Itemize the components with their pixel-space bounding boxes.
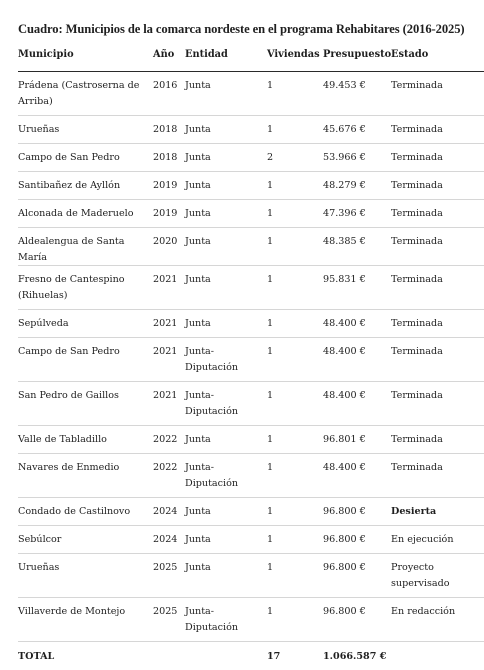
cell-entidad: Junta [185,266,267,310]
cell-estado: Terminada [391,172,484,200]
cell-anio: 2019 [153,200,185,228]
cell-municipio: Sebúlcor [18,526,153,554]
table-row [18,72,484,116]
cell-municipio: Valle de Tabladillo [18,426,153,454]
cell-entidad: Junta-Diputación [185,454,267,498]
cell-estado: Desierta [391,498,484,526]
cell-anio: 2021 [153,266,185,310]
cell-anio: 2025 [153,598,185,642]
cell-viviendas: 1 [267,72,323,116]
cell-viviendas: 1 [267,526,323,554]
cell-estado: En ejecución [391,526,484,554]
table-row [18,266,484,310]
column-header-anio: Año [153,39,185,72]
cell-estado: Terminada [391,116,484,144]
cell-anio: 2021 [153,310,185,338]
cell-entidad: Junta [185,310,267,338]
table-row [18,200,484,228]
cell-entidad: Junta [185,526,267,554]
cell-municipio: Alconada de Maderuelo [18,200,153,228]
table-row [18,144,484,172]
cell-municipio: San Pedro de Gaillos [18,382,153,426]
cell-estado: Terminada [391,382,484,426]
table-row [18,382,484,426]
cell-viviendas: 1 [267,454,323,498]
cell-viviendas: 2 [267,144,323,172]
cell-entidad: Junta-Diputación [185,382,267,426]
cell-anio: 2021 [153,338,185,382]
table-row [18,338,484,382]
table-row [18,526,484,554]
cell-presupuesto: 48.400 € [323,338,391,382]
column-header-entidad: Entidad [185,39,267,72]
table-body [18,72,484,642]
table-header-row [18,39,484,72]
cell-municipio: Navares de Enmedio [18,454,153,498]
cell-presupuesto: 53.966 € [323,144,391,172]
cell-viviendas: 1 [267,426,323,454]
cell-anio: 2022 [153,426,185,454]
cell-estado: Terminada [391,200,484,228]
cell-viviendas: 1 [267,554,323,598]
cell-municipio: Fresno de Cantespino (Rihuelas) [18,266,153,310]
cell-estado: Terminada [391,72,484,116]
cell-estado: Terminada [391,228,484,266]
cell-entidad: Junta [185,200,267,228]
cell-municipio: Urueñas [18,116,153,144]
cell-anio: 2021 [153,382,185,426]
column-header-municipio: Municipio [18,39,153,72]
cell-entidad: Junta [185,426,267,454]
cell-municipio: Aldealengua de Santa María [18,228,153,266]
cell-presupuesto: 96.800 € [323,598,391,642]
cell-entidad: Junta [185,498,267,526]
cell-estado: Terminada [391,454,484,498]
cell-estado: Terminada [391,266,484,310]
cell-viviendas: 1 [267,310,323,338]
cell-presupuesto: 48.385 € [323,228,391,266]
cell-entidad: Junta [185,228,267,266]
cell-anio: 2024 [153,498,185,526]
table-row [18,554,484,598]
cell-anio: 2024 [153,526,185,554]
table-row [18,498,484,526]
cell-estado: Terminada [391,338,484,382]
cell-presupuesto: 95.831 € [323,266,391,310]
cell-presupuesto: 48.400 € [323,382,391,426]
cell-estado: Proyecto supervisado [391,554,484,598]
cell-viviendas: 1 [267,266,323,310]
total-viviendas: 17 [267,642,323,670]
cell-entidad: Junta [185,554,267,598]
cell-entidad: Junta [185,72,267,116]
cell-anio: 2019 [153,172,185,200]
cell-presupuesto: 96.801 € [323,426,391,454]
cell-presupuesto: 48.400 € [323,454,391,498]
cell-entidad: Junta-Diputación [185,598,267,642]
table-row [18,310,484,338]
cell-municipio: Urueñas [18,554,153,598]
cell-presupuesto: 96.800 € [323,554,391,598]
cell-municipio: Prádena (Castroserna de Arriba) [18,72,153,116]
total-row [18,642,484,670]
cell-entidad: Junta [185,144,267,172]
table-caption: Cuadro: Municipios de la comarca nordeste en el programa Rehabitares (2016-2025) [18,0,466,29]
cell-entidad: Junta-Diputación [185,338,267,382]
cell-municipio: Santibañez de Ayllón [18,172,153,200]
cell-viviendas: 1 [267,200,323,228]
table-row [18,426,484,454]
cell-anio: 2025 [153,554,185,598]
cell-estado: Terminada [391,310,484,338]
cell-viviendas: 1 [267,116,323,144]
cell-viviendas: 1 [267,338,323,382]
cell-anio: 2020 [153,228,185,266]
cell-presupuesto: 47.396 € [323,200,391,228]
cell-viviendas: 1 [267,172,323,200]
cell-viviendas: 1 [267,228,323,266]
column-header-viviendas: Viviendas [267,39,323,72]
cell-presupuesto: 48.400 € [323,310,391,338]
cell-estado: Terminada [391,426,484,454]
table-row [18,598,484,642]
cell-presupuesto: 96.800 € [323,498,391,526]
cell-estado: En redacción [391,598,484,642]
cell-estado: Terminada [391,144,484,172]
cell-municipio: Campo de San Pedro [18,338,153,382]
cell-presupuesto: 48.279 € [323,172,391,200]
total-presupuesto: 1.066.587 € [323,642,391,670]
cell-anio: 2016 [153,72,185,116]
table-row [18,116,484,144]
column-header-estado: Estado [391,39,484,72]
table-row [18,228,484,266]
cell-municipio: Campo de San Pedro [18,144,153,172]
table-row [18,454,484,498]
cell-viviendas: 1 [267,498,323,526]
cell-anio: 2022 [153,454,185,498]
cell-municipio: Sepúlveda [18,310,153,338]
cell-presupuesto: 45.676 € [323,116,391,144]
cell-entidad: Junta [185,116,267,144]
cell-entidad: Junta [185,172,267,200]
cell-municipio: Condado de Castilnovo [18,498,153,526]
cell-presupuesto: 49.453 € [323,72,391,116]
cell-viviendas: 1 [267,382,323,426]
cell-viviendas: 1 [267,598,323,642]
total-label: TOTAL [18,642,153,670]
cell-presupuesto: 96.800 € [323,526,391,554]
cell-municipio: Villaverde de Montejo [18,598,153,642]
municipalities-table [18,39,484,670]
cell-anio: 2018 [153,116,185,144]
table-row [18,172,484,200]
cell-anio: 2018 [153,144,185,172]
column-header-presupuesto: Presupuesto [323,39,391,72]
